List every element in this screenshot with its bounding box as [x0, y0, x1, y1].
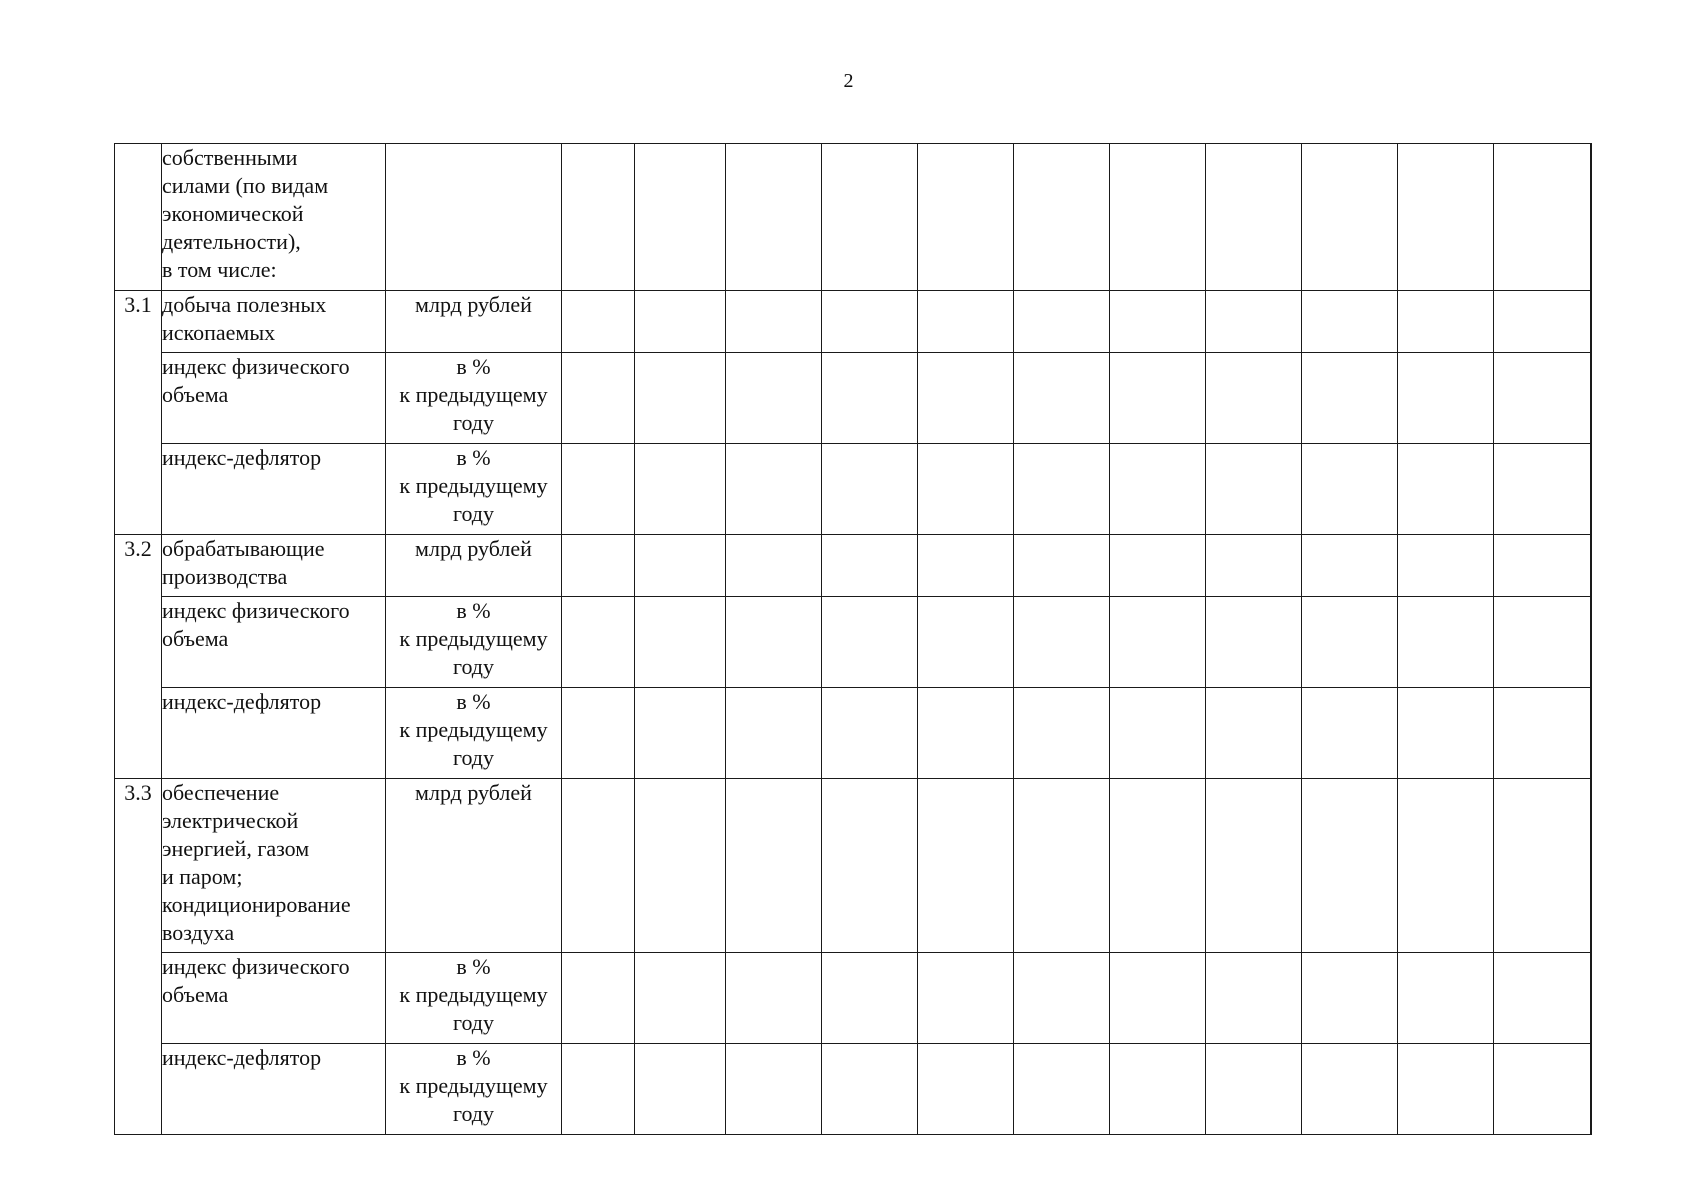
text-line: в %	[456, 354, 491, 379]
table-row	[115, 688, 1592, 779]
value-cell	[1398, 779, 1494, 953]
text-line: в %	[456, 954, 491, 979]
value-cell	[1591, 535, 1592, 597]
value-cell	[635, 144, 726, 291]
value-cell	[1398, 1044, 1494, 1135]
row-number-cell: 3.2	[115, 535, 162, 779]
row-number-cell: 3.3	[115, 779, 162, 1135]
text-line: обеспечение	[162, 780, 280, 805]
value-cell	[1014, 953, 1110, 1044]
value-cell	[1110, 1044, 1206, 1135]
text-line: индекс-дефлятор	[162, 445, 322, 470]
value-cell	[1206, 144, 1302, 291]
table-row	[115, 144, 1592, 291]
text-line: собственными	[162, 145, 298, 170]
value-cell	[726, 291, 822, 353]
indicator-name-cell	[162, 535, 386, 597]
unit-cell	[386, 1044, 562, 1135]
value-cell	[822, 353, 918, 444]
text-line: индекс физического	[162, 598, 350, 623]
text-line: силами (по видам	[162, 173, 329, 198]
value-cell	[1591, 444, 1592, 535]
value-cell	[726, 353, 822, 444]
value-cell	[726, 144, 822, 291]
unit-cell	[386, 688, 562, 779]
value-cell	[822, 953, 918, 1044]
value-cell	[1014, 144, 1110, 291]
value-cell	[1110, 779, 1206, 953]
value-cell	[1014, 688, 1110, 779]
value-cell	[1206, 444, 1302, 535]
text-line: году	[452, 654, 495, 679]
value-cell	[1398, 953, 1494, 1044]
unit-cell	[386, 291, 562, 353]
text-line: году	[452, 501, 495, 526]
value-cell	[1494, 688, 1591, 779]
value-cell	[918, 353, 1014, 444]
value-cell	[1591, 144, 1592, 291]
text-line: производства	[162, 564, 288, 589]
text-line: объема	[162, 982, 229, 1007]
value-cell	[635, 779, 726, 953]
table-row	[115, 597, 1592, 688]
value-cell	[635, 353, 726, 444]
value-cell	[1398, 444, 1494, 535]
text-line: деятельности),	[162, 229, 301, 254]
value-cell	[1110, 144, 1206, 291]
text-line: индекс-дефлятор	[162, 689, 322, 714]
text-line: году	[452, 410, 495, 435]
table-row	[115, 1044, 1592, 1135]
value-cell	[562, 779, 635, 953]
value-cell	[1494, 291, 1591, 353]
value-cell	[822, 291, 918, 353]
value-cell	[1206, 953, 1302, 1044]
unit-cell	[386, 953, 562, 1044]
text-line: млрд рублей	[415, 292, 532, 317]
text-line: кондиционирование	[162, 892, 351, 917]
value-cell	[1014, 353, 1110, 444]
value-cell	[1398, 291, 1494, 353]
indicator-name-cell	[162, 597, 386, 688]
value-cell	[1494, 597, 1591, 688]
row-number-cell: 3.1	[115, 291, 162, 535]
value-cell	[1014, 291, 1110, 353]
text-line: к предыдущему	[399, 626, 548, 651]
value-cell	[562, 144, 635, 291]
table-row	[115, 535, 1592, 597]
text-line: к предыдущему	[399, 382, 548, 407]
value-cell	[1110, 535, 1206, 597]
value-cell	[1591, 688, 1592, 779]
value-cell	[1014, 597, 1110, 688]
value-cell	[1591, 953, 1592, 1044]
value-cell	[1110, 953, 1206, 1044]
value-cell	[918, 953, 1014, 1044]
text-line: ископаемых	[162, 320, 276, 345]
value-cell	[562, 444, 635, 535]
page-number: 2	[843, 70, 854, 92]
text-line: млрд рублей	[415, 780, 532, 805]
value-cell	[822, 1044, 918, 1135]
value-cell	[1110, 291, 1206, 353]
value-cell	[1014, 535, 1110, 597]
text-line: индекс физического	[162, 354, 350, 379]
value-cell	[822, 144, 918, 291]
value-cell	[822, 779, 918, 953]
text-line: индекс физического	[162, 954, 350, 979]
value-cell	[1494, 353, 1591, 444]
value-cell	[918, 535, 1014, 597]
unit-cell	[386, 144, 562, 291]
value-cell	[635, 444, 726, 535]
value-cell	[1494, 444, 1591, 535]
value-cell	[822, 535, 918, 597]
unit-cell	[386, 597, 562, 688]
text-line: в %	[456, 1045, 491, 1070]
value-cell	[918, 144, 1014, 291]
value-cell	[822, 688, 918, 779]
value-cell	[1110, 353, 1206, 444]
indicator-name-cell	[162, 353, 386, 444]
text-line: добыча полезных	[162, 292, 327, 317]
text-line: к предыдущему	[399, 717, 548, 742]
value-cell	[562, 953, 635, 1044]
value-cell	[1398, 688, 1494, 779]
value-cell	[822, 597, 918, 688]
value-cell	[1494, 535, 1591, 597]
text-line: в %	[456, 445, 491, 470]
value-cell	[635, 688, 726, 779]
indicator-name-cell	[162, 1044, 386, 1135]
text-line: электрической	[162, 808, 299, 833]
value-cell	[635, 1044, 726, 1135]
text-line: объема	[162, 626, 229, 651]
value-cell	[1206, 688, 1302, 779]
value-cell	[726, 444, 822, 535]
value-cell	[726, 1044, 822, 1135]
value-cell	[1591, 353, 1592, 444]
value-cell	[1494, 1044, 1591, 1135]
value-cell	[562, 597, 635, 688]
value-cell	[1494, 779, 1591, 953]
value-cell	[1206, 353, 1302, 444]
indicator-name-cell	[162, 144, 386, 291]
indicator-name-cell	[162, 953, 386, 1044]
value-cell	[1302, 444, 1398, 535]
value-cell	[726, 779, 822, 953]
indicator-name-cell	[162, 779, 386, 953]
value-cell	[635, 597, 726, 688]
unit-cell	[386, 353, 562, 444]
value-cell	[1494, 144, 1591, 291]
text-line: в том числе:	[162, 257, 277, 282]
value-cell	[1302, 597, 1398, 688]
value-cell	[918, 597, 1014, 688]
value-cell	[1398, 535, 1494, 597]
row-number-cell	[115, 144, 162, 291]
value-cell	[635, 953, 726, 1044]
text-line: к предыдущему	[399, 1073, 548, 1098]
unit-cell	[386, 444, 562, 535]
value-cell	[1591, 779, 1592, 953]
table-row	[115, 444, 1592, 535]
value-cell	[1302, 779, 1398, 953]
indicator-name-cell	[162, 688, 386, 779]
value-cell	[1591, 597, 1592, 688]
value-cell	[1398, 144, 1494, 291]
table-row	[115, 779, 1592, 953]
value-cell	[918, 779, 1014, 953]
table-row	[115, 953, 1592, 1044]
value-cell	[726, 953, 822, 1044]
value-cell	[562, 353, 635, 444]
value-cell	[1302, 1044, 1398, 1135]
value-cell	[1302, 688, 1398, 779]
value-cell	[1494, 953, 1591, 1044]
value-cell	[635, 291, 726, 353]
text-line: индекс-дефлятор	[162, 1045, 322, 1070]
table-row	[115, 291, 1592, 353]
value-cell	[1110, 688, 1206, 779]
table-body	[115, 144, 1592, 1135]
value-cell	[1206, 291, 1302, 353]
value-cell	[918, 688, 1014, 779]
value-cell	[562, 291, 635, 353]
text-line: году	[452, 1101, 495, 1126]
value-cell	[726, 535, 822, 597]
indicator-name-cell	[162, 444, 386, 535]
value-cell	[562, 535, 635, 597]
text-line: объема	[162, 382, 229, 407]
value-cell	[1110, 597, 1206, 688]
value-cell	[1302, 953, 1398, 1044]
value-cell	[918, 1044, 1014, 1135]
text-line: в %	[456, 598, 491, 623]
value-cell	[562, 688, 635, 779]
value-cell	[1206, 1044, 1302, 1135]
text-line: воздуха	[162, 920, 235, 945]
value-cell	[726, 597, 822, 688]
value-cell	[1398, 597, 1494, 688]
text-line: году	[452, 1010, 495, 1035]
value-cell	[726, 688, 822, 779]
value-cell	[1014, 779, 1110, 953]
text-line: обрабатывающие	[162, 536, 325, 561]
value-cell	[1206, 779, 1302, 953]
value-cell	[1302, 535, 1398, 597]
text-line: энергией, газом	[162, 836, 310, 861]
value-cell	[1110, 444, 1206, 535]
text-line: экономической	[162, 201, 304, 226]
value-cell	[1302, 353, 1398, 444]
text-line: году	[452, 745, 495, 770]
value-cell	[1206, 597, 1302, 688]
value-cell	[1206, 535, 1302, 597]
text-line: в %	[456, 689, 491, 714]
unit-cell	[386, 779, 562, 953]
value-cell	[1591, 1044, 1592, 1135]
text-line: к предыдущему	[399, 982, 548, 1007]
indicators-table	[114, 143, 1592, 1135]
value-cell	[1014, 1044, 1110, 1135]
value-cell	[822, 444, 918, 535]
value-cell	[1398, 353, 1494, 444]
unit-cell	[386, 535, 562, 597]
value-cell	[1014, 444, 1110, 535]
text-line: и паром;	[162, 864, 243, 889]
text-line: млрд рублей	[415, 536, 532, 561]
value-cell	[918, 444, 1014, 535]
value-cell	[562, 1044, 635, 1135]
value-cell	[1302, 144, 1398, 291]
value-cell	[1591, 291, 1592, 353]
value-cell	[918, 291, 1014, 353]
table-row	[115, 353, 1592, 444]
text-line: к предыдущему	[399, 473, 548, 498]
value-cell	[1302, 291, 1398, 353]
indicator-name-cell	[162, 291, 386, 353]
value-cell	[635, 535, 726, 597]
